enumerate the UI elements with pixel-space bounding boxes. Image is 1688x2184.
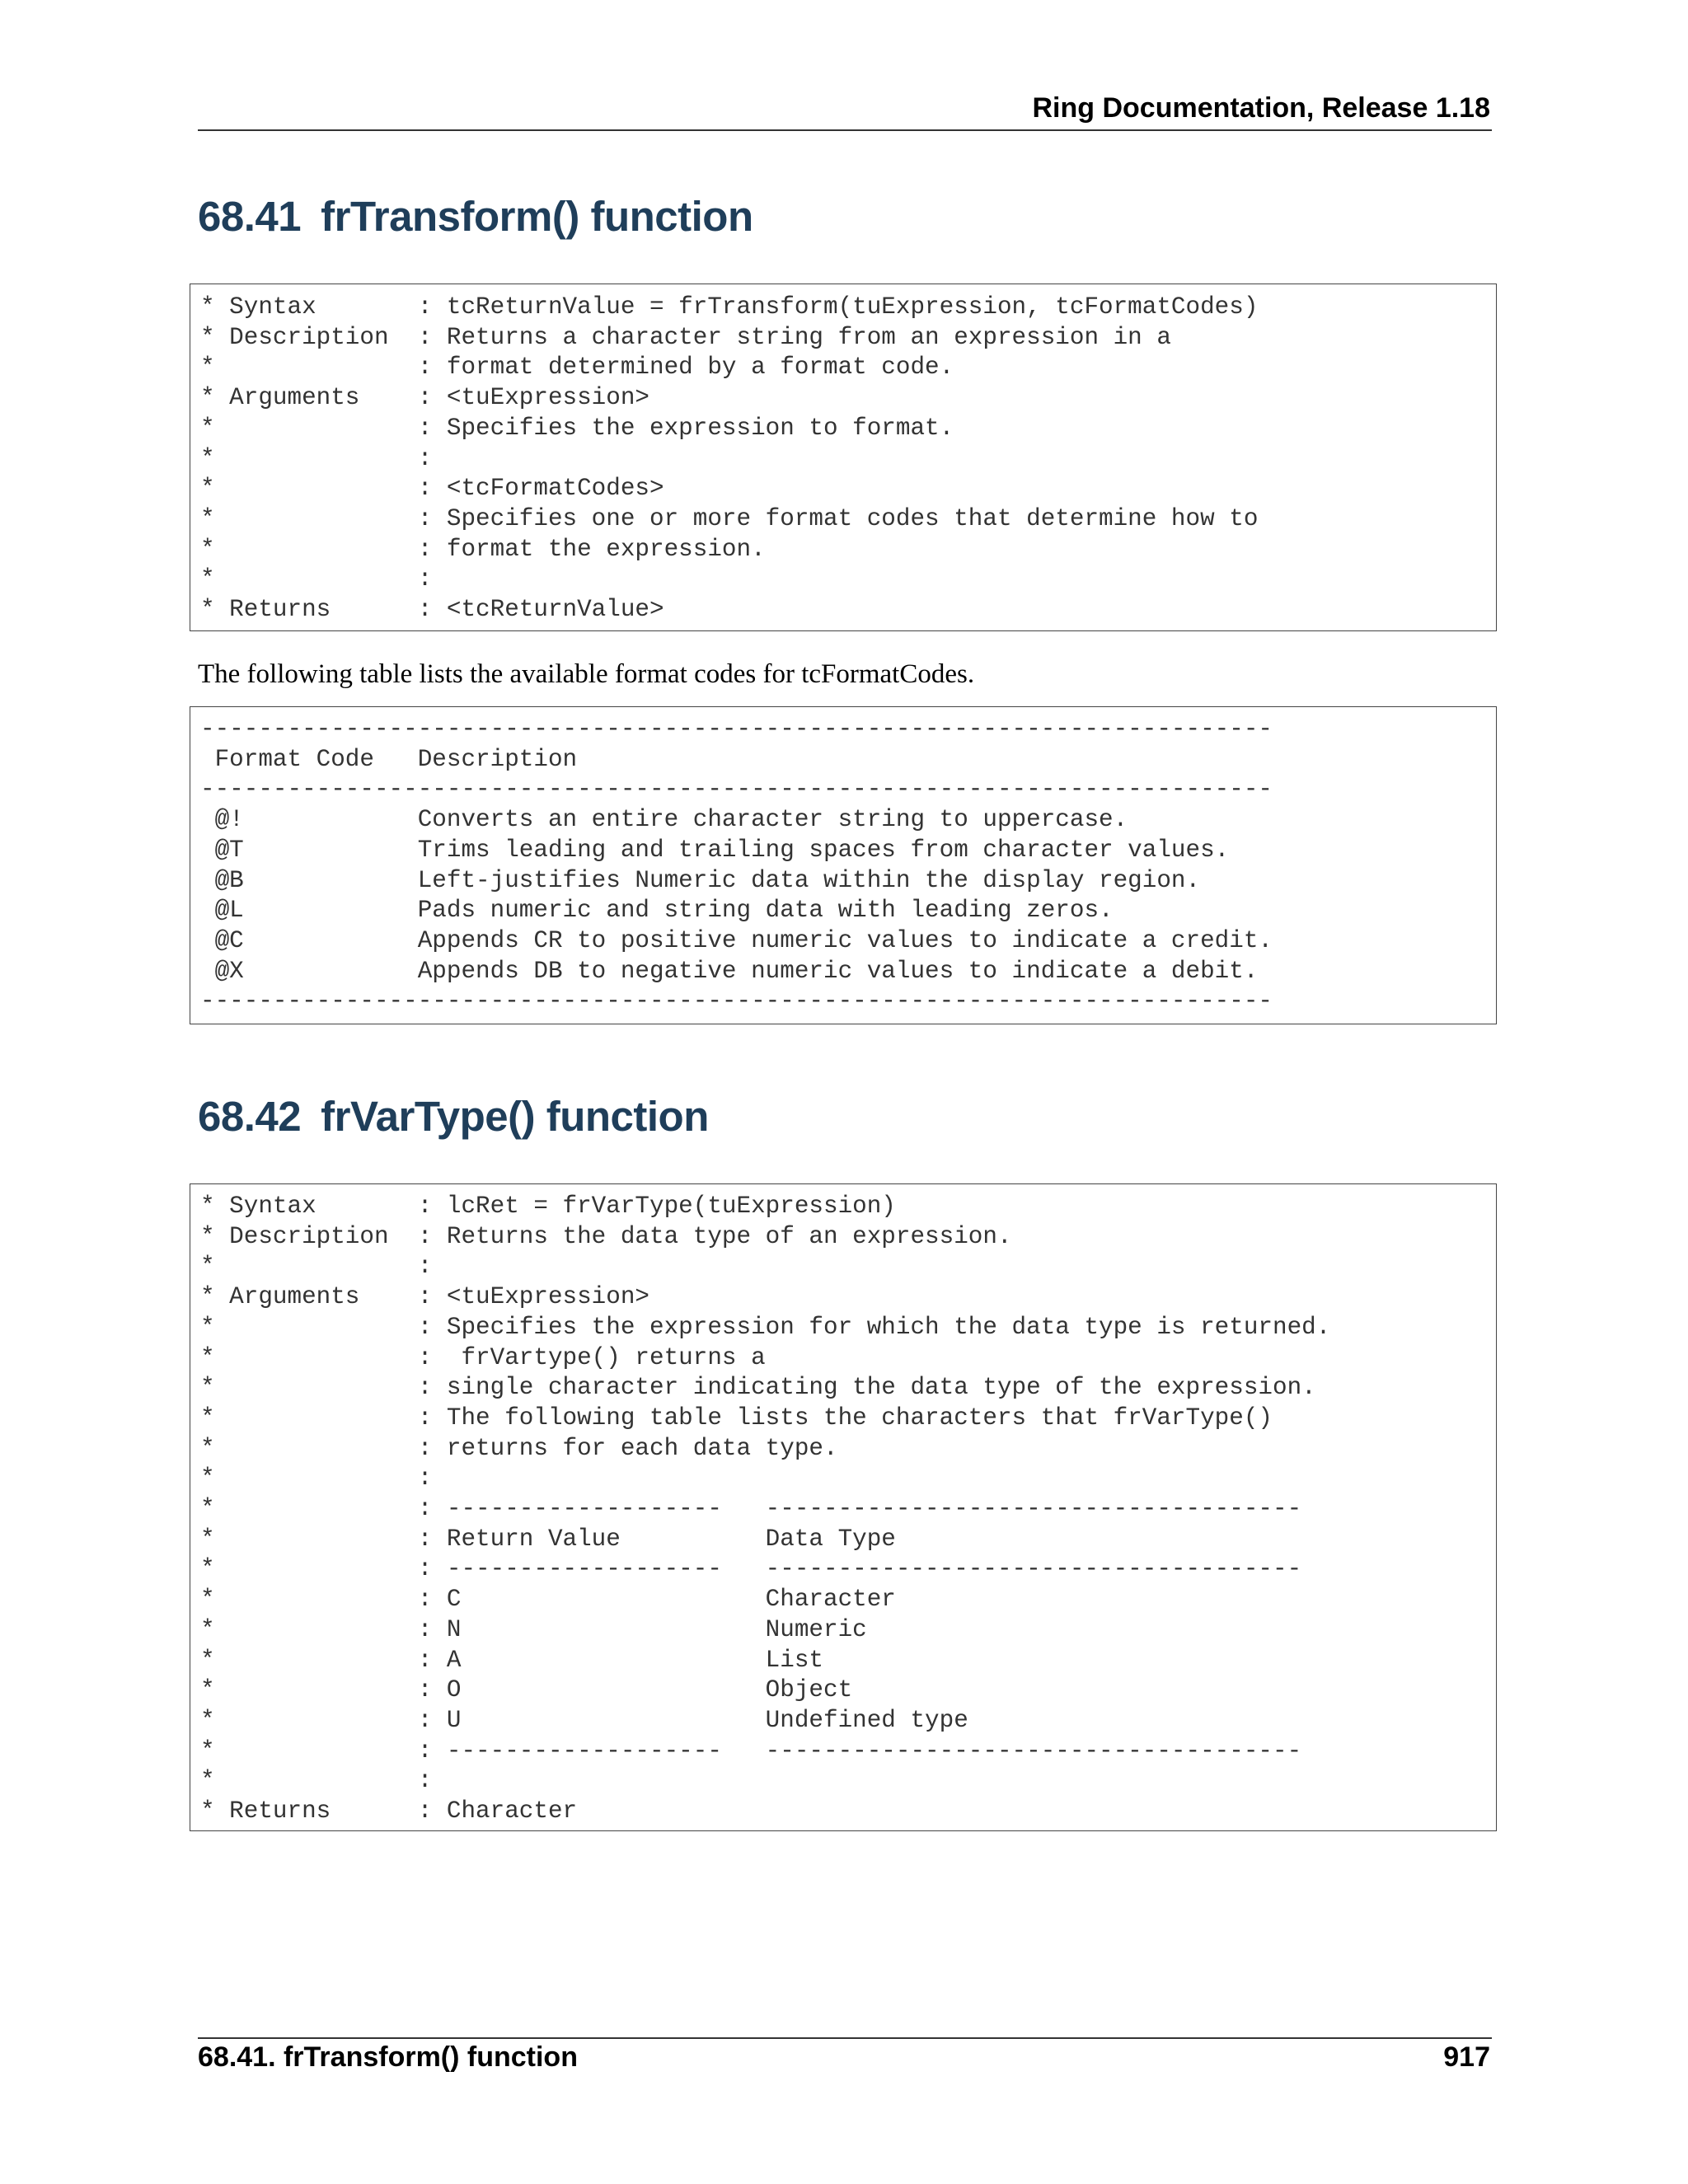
section-number: 68.41 [198,193,302,240]
footer-rule [198,2037,1492,2039]
page-number: 917 [1443,2041,1490,2073]
code-block-frvartype-syntax [190,1183,1497,1831]
paragraph-format-codes-intro: The following table lists the available format codes for tcFormatCodes. [198,659,975,689]
header-rule [198,129,1492,131]
section-number: 68.42 [198,1093,302,1140]
footer-section-label: 68.41. frTransform() function [198,2041,578,2073]
code-text: * Syntax : tcReturnValue = frTransform(tuExpression, tcFormatCodes) * Description : Returns a character string from an expression in a * : format determined by a format code. * Arguments : <tuExpression> * : Specifies the expression to format. * : * : <tcFormatCodes> * : Specifies one or more format codes that determine how to * : format the expression. * : * Returns : <tcReturnValue> [200,293,1259,624]
running-header: Ring Documentation, Release 1.18 [1032,92,1490,124]
code-text: * Syntax : lcRet = frVarType(tuExpression) * Description : Returns the data type of an expression. * : * Arguments : <tuExpression> * : Specifies the expression for which the data type is returned. * : frVartype() returns a * : single character indicating the data type of the expression. * : The following table lists the characters that frVarType() * : returns for each data type. * : * : ------------------- ------------------------------------- * : Return Value Data Type * : ------------------- ------------------------------------- * : C Character * : N Numeric * : A List * : O Object * : U Undefined type * : ------------------- ------------------------------------- * : * Returns : Character [200,1193,1331,1825]
code-block-frtransform-syntax [190,284,1497,631]
section-title-frvartype [198,1092,709,1141]
section-title-frtransform [198,192,753,241]
code-text: -------------------------------------------------------------------------- Format Code Description -------------------------------------------------------------------------- @! Converts an entire character string to uppercase. @T Trims leading and trailing spaces from character values. @B Left-justifies Numeric data within the display region. @L Pads numeric and string data with leading zeros. @C Appends CR to positive numeric values to indicate a credit. @X Appends DB to negative numeric values to indicate a debit. -------------------------------------------------------------------------- [200,715,1273,1015]
code-block-format-codes-table [190,706,1497,1024]
section-title-text: frTransform() function [321,193,753,240]
section-title-text: frVarType() function [321,1093,709,1140]
